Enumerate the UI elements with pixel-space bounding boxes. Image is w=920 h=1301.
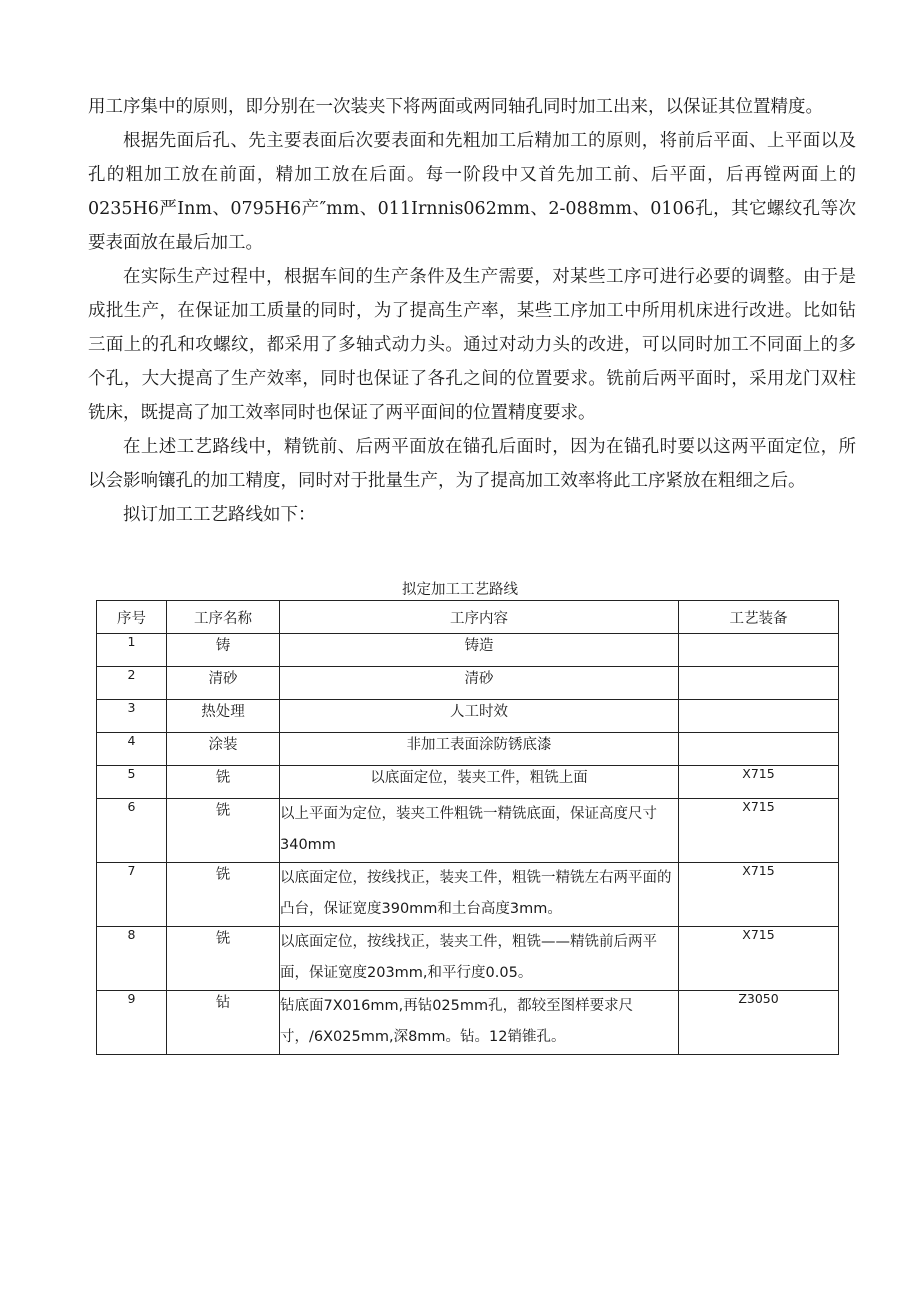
cell-name: 涂装 bbox=[167, 733, 280, 766]
cell-equipment bbox=[679, 733, 839, 766]
header-process-name: 工序名称 bbox=[167, 601, 280, 634]
table-row bbox=[97, 667, 839, 700]
table-header-row bbox=[97, 601, 839, 634]
cell-no: 3 bbox=[97, 700, 167, 733]
cell-content: 以上平面为定位，装夹工件粗铣一精铣底面，保证高度尺寸340mm bbox=[280, 799, 679, 863]
cell-content: 清砂 bbox=[280, 667, 679, 700]
table-row bbox=[97, 799, 839, 863]
table-row bbox=[97, 766, 839, 799]
cell-no: 7 bbox=[97, 863, 167, 927]
cell-equipment bbox=[679, 667, 839, 700]
body-text bbox=[88, 90, 856, 532]
paragraph-4: 在上述工艺路线中，精铣前、后两平面放在锚孔后面时，因为在锚孔时要以这两平面定位，所以会影响镶孔的加工精度，同时对于批量生产，为了提高加工效率将此工序紧放在粗细之后。 bbox=[88, 437, 856, 491]
cell-no: 8 bbox=[97, 927, 167, 991]
header-equipment: 工艺装备 bbox=[679, 601, 839, 634]
cell-content: 以底面定位，按线找正，装夹工件，粗铣一精铣左右两平面的凸台，保证宽度390mm和土台高度3mm。 bbox=[280, 863, 679, 927]
table-row bbox=[97, 863, 839, 927]
table-row bbox=[97, 634, 839, 667]
cell-name: 铣 bbox=[167, 927, 280, 991]
table-caption: 拟定加工工艺路线 bbox=[402, 582, 518, 598]
cell-content: 以底面定位，按线找正，装夹工件，粗铣——精铣前后两平面，保证宽度203mm,和平行度0.05。 bbox=[280, 927, 679, 991]
cell-equipment bbox=[679, 700, 839, 733]
cell-equipment: X715 bbox=[679, 863, 839, 927]
cell-content: 以底面定位，装夹工件，粗铣上面 bbox=[280, 766, 679, 799]
cell-equipment: X715 bbox=[679, 766, 839, 799]
cell-equipment: Z3050 bbox=[679, 991, 839, 1055]
table-row bbox=[97, 700, 839, 733]
cell-content: 铸造 bbox=[280, 634, 679, 667]
table-row bbox=[97, 733, 839, 766]
table-row bbox=[97, 927, 839, 991]
cell-equipment bbox=[679, 634, 839, 667]
header-no: 序号 bbox=[97, 601, 167, 634]
paragraph-3: 在实际生产过程中，根据车间的生产条件及生产需要，对某些工序可进行必要的调整。由于是成批生产，在保证加工质量的同时，为了提高生产率，某些工序加工中所用机床进行改进。比如钻三面上的孔和攻螺纹，都采用了多轴式动力头。通过对动力头的改进，可以同时加工不同面上的多个孔，大大提高了生产效率，同时也保证了各孔之间的位置要求。铣前后两平面时，采用龙门双柱铣床，既提高了加工效率同时也保证了两平面间的位置精度要求。 bbox=[88, 267, 856, 423]
cell-content: 人工时效 bbox=[280, 700, 679, 733]
header-process-content: 工序内容 bbox=[280, 601, 679, 634]
cell-no: 5 bbox=[97, 766, 167, 799]
process-route-table bbox=[96, 600, 839, 1055]
paragraph-2: 根据先面后孔、先主要表面后次要表面和先粗加工后精加工的原则，将前后平面、上平面以及孔的粗加工放在前面，精加工放在后面。每一阶段中又首先加工前、后平面，后再镗两面上的0235H6严Inm、0795H6产″mm、011Irnnis062mm、2-088mm、0106孔，其它螺纹孔等次要表面放在最后加工。 bbox=[88, 131, 856, 253]
cell-name: 铣 bbox=[167, 766, 280, 799]
cell-content: 非加工表面涂防锈底漆 bbox=[280, 733, 679, 766]
cell-name: 铣 bbox=[167, 799, 280, 863]
paragraph-1: 用工序集中的原则，即分别在一次装夹下将两面或两同轴孔同时加工出来，以保证其位置精度。 bbox=[88, 97, 823, 117]
cell-no: 9 bbox=[97, 991, 167, 1055]
cell-no: 6 bbox=[97, 799, 167, 863]
cell-name: 热处理 bbox=[167, 700, 280, 733]
table-row bbox=[97, 991, 839, 1055]
paragraph-5: 拟订加工工艺路线如下： bbox=[123, 505, 316, 525]
cell-no: 4 bbox=[97, 733, 167, 766]
cell-name: 铣 bbox=[167, 863, 280, 927]
cell-name: 清砂 bbox=[167, 667, 280, 700]
cell-content: 钻底面7X016mm,再钻025mm孔，都较至图样要求尺寸，/6X025mm,深8mm。钻。12销锥孔。 bbox=[280, 991, 679, 1055]
cell-equipment: X715 bbox=[679, 927, 839, 991]
cell-name: 铸 bbox=[167, 634, 280, 667]
cell-no: 2 bbox=[97, 667, 167, 700]
cell-equipment: X715 bbox=[679, 799, 839, 863]
cell-name: 钻 bbox=[167, 991, 280, 1055]
cell-no: 1 bbox=[97, 634, 167, 667]
